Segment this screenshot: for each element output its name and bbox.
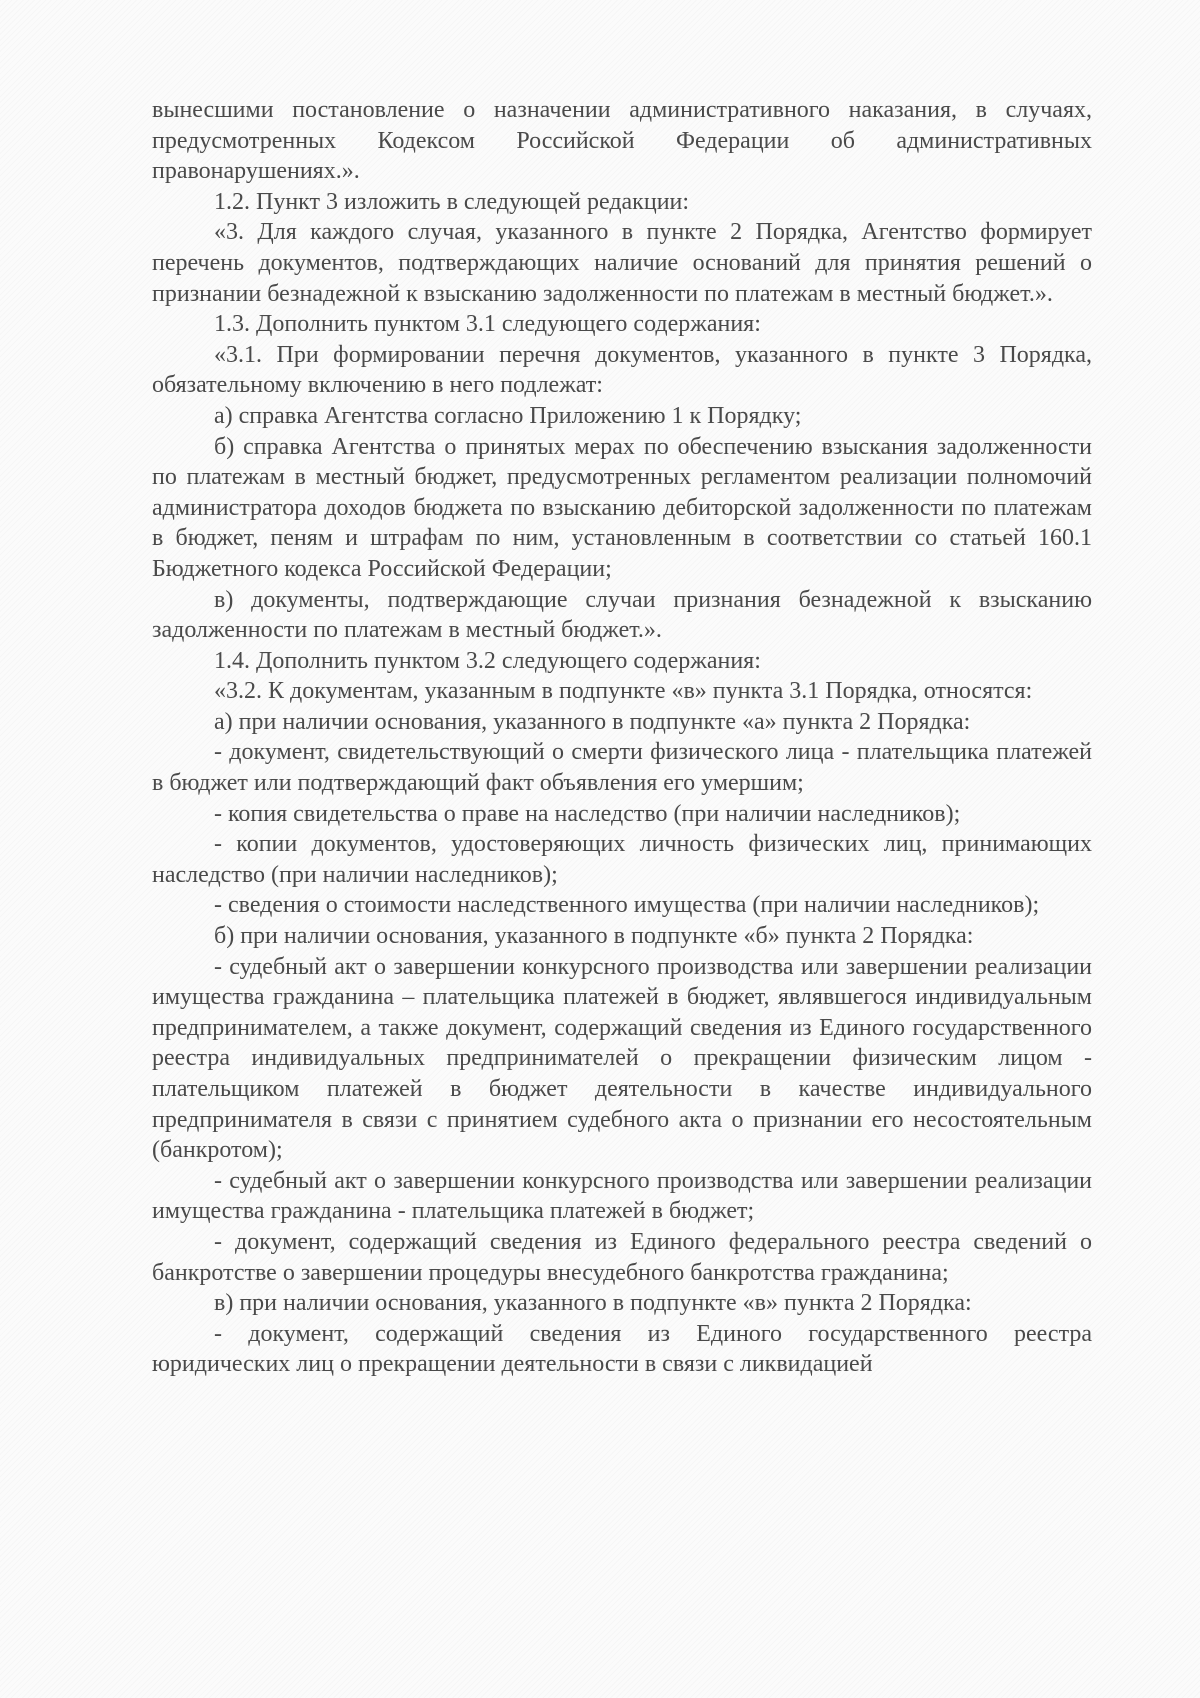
paragraph: 1.3. Дополнить пунктом 3.1 следующего содержания: [214, 311, 761, 338]
paragraph: б) при наличии основания, указанного в подпункте «б» пункта 2 Порядка: [214, 923, 974, 950]
paragraph: - копия свидетельства о праве на наследство (при наличии наследников); [214, 800, 961, 827]
paragraph: «3.2. К документам, указанным в подпункте «в» пункта 3.1 Порядка, относятся: [214, 678, 1033, 705]
paragraph: «3.1. При формировании перечня документов, указанного в пункте 3 Порядка, обязательному включению в него подлежат: [152, 341, 1092, 399]
paragraph: б) справка Агентства о принятых мерах по обеспечению взыскания задолженности по платежам в местный бюджет, предусмотренных регламентом реализации полномочий администратора доходов бюджета по взысканию дебиторской задолженности по платежам в бюджет, пеням и штрафам по ним, установленным в соответствии со статьей 160.1 Бюджетного кодекса Российской Федерации; [152, 433, 1092, 582]
paragraph: - сведения о стоимости наследственного имущества (при наличии наследников); [214, 892, 1040, 919]
paragraph: - документ, содержащий сведения из Единого федерального реестра сведений о банкротстве о завершении процедуры внесудебного банкротства гражданина; [152, 1228, 1092, 1286]
paragraph: - копии документов, удостоверяющих личность физических лиц, принимающих наследство (при наличии наследников); [152, 831, 1092, 888]
paragraph: «3. Для каждого случая, указанного в пункте 2 Порядка, Агентство формирует перечень документов, подтверждающих наличие оснований для принятия решений о признании безнадежной к взысканию задолженности по платежам в местный бюджет.». [152, 219, 1092, 307]
paragraph: - документ, свидетельствующий о смерти физического лица - плательщика платежей в бюджет или подтверждающий факт объявления его умершим; [152, 739, 1092, 797]
paragraph: а) справка Агентства согласно Приложению 1 к Порядку; [214, 402, 802, 429]
paragraph: 1.2. Пункт 3 изложить в следующей редакции: [214, 188, 690, 215]
paragraph: в) при наличии основания, указанного в подпункте «в» пункта 2 Порядка: [214, 1290, 972, 1317]
paragraph: - судебный акт о завершении конкурсного производства или завершении реализации имущества гражданина - плательщика платежей в бюджет; [152, 1167, 1092, 1225]
paragraph: - судебный акт о завершении конкурсного производства или завершении реализации имущества гражданина – плательщика платежей в бюджет, являвшегося индивидуальным предпринимателем, а также документ, содержащий сведения из Единого государственного реестра индивидуальных предпринимателей о прекращении физическим лицом - плательщиком платежей в бюджет деятельности в качестве индивидуального предпринимателя в связи с принятием судебного акта о признании его несостоятельным (банкротом); [152, 953, 1092, 1164]
paragraph: в) документы, подтверждающие случаи признания безнадежной к взысканию задолженности по платежам в местный бюджет.». [152, 586, 1092, 644]
paragraph: вынесшими постановление о назначении административного наказания, в случаях, предусмотренных Кодексом Российской Федерации об административных правонарушениях.». [152, 97, 1092, 185]
paragraph: - документ, содержащий сведения из Единого государственного реестра юридических лиц о прекращении деятельности в связи с ликвидацией [152, 1320, 1092, 1378]
paragraph: а) при наличии основания, указанного в подпункте «а» пункта 2 Порядка: [214, 708, 971, 735]
paragraph: 1.4. Дополнить пунктом 3.2 следующего содержания: [214, 647, 761, 674]
